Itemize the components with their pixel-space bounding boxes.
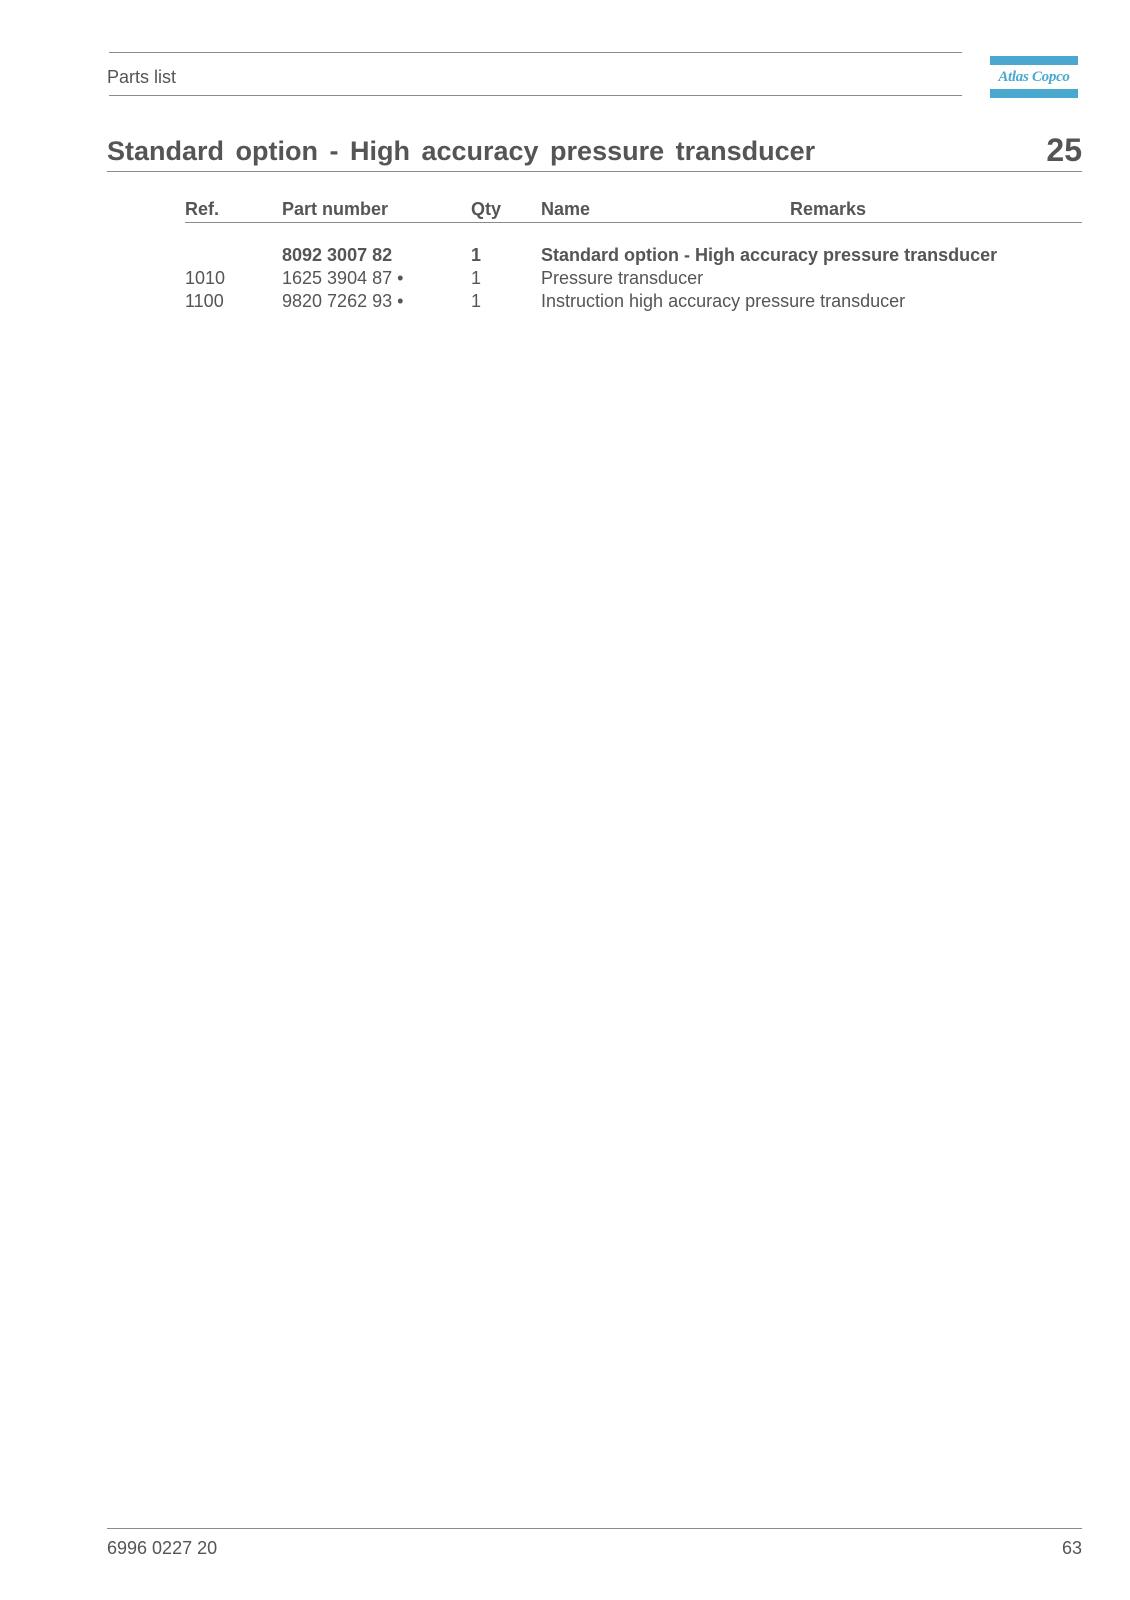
column-header-qty: Qty <box>471 199 502 219</box>
part-number-cell: 9820 7262 93 • <box>282 291 404 311</box>
table-header-rule <box>185 222 1082 223</box>
name-cell: Pressure transducer <box>541 268 704 288</box>
qty-cell: 1 <box>471 268 482 288</box>
column-header-remarks: Remarks <box>790 199 867 219</box>
part-number-cell: 1625 3904 87 • <box>282 268 404 288</box>
name-cell: Instruction high accuracy pressure transducer <box>541 291 906 311</box>
section-number: 25 <box>1046 132 1082 168</box>
header-bottom-rule <box>109 95 962 96</box>
ref-cell: 1100 <box>185 291 224 311</box>
footer-rule <box>107 1528 1082 1529</box>
footer-page-number: 63 <box>1061 1538 1082 1558</box>
qty-cell: 1 <box>471 245 482 265</box>
atlas-copco-logo <box>990 56 1078 98</box>
logo-bottom-bar <box>990 89 1078 98</box>
section-title-rule <box>107 171 1082 172</box>
part-number-cell: 8092 3007 82 <box>282 245 393 265</box>
column-header-ref: Ref. <box>185 199 220 219</box>
column-header-part-number: Part number <box>282 199 389 219</box>
logo-wordmark: Atlas Copco <box>998 69 1070 85</box>
header-label: Parts list <box>107 67 177 87</box>
section-title: Standard option - High accuracy pressure transducer <box>107 136 816 166</box>
name-cell: Standard option - High accuracy pressure transducer <box>541 245 998 265</box>
header-top-rule <box>109 52 962 53</box>
column-header-name: Name <box>541 199 591 219</box>
footer-document-number: 6996 0227 20 <box>107 1538 218 1558</box>
logo-top-bar <box>990 56 1078 65</box>
qty-cell: 1 <box>471 291 482 311</box>
ref-cell: 1010 <box>185 268 226 288</box>
